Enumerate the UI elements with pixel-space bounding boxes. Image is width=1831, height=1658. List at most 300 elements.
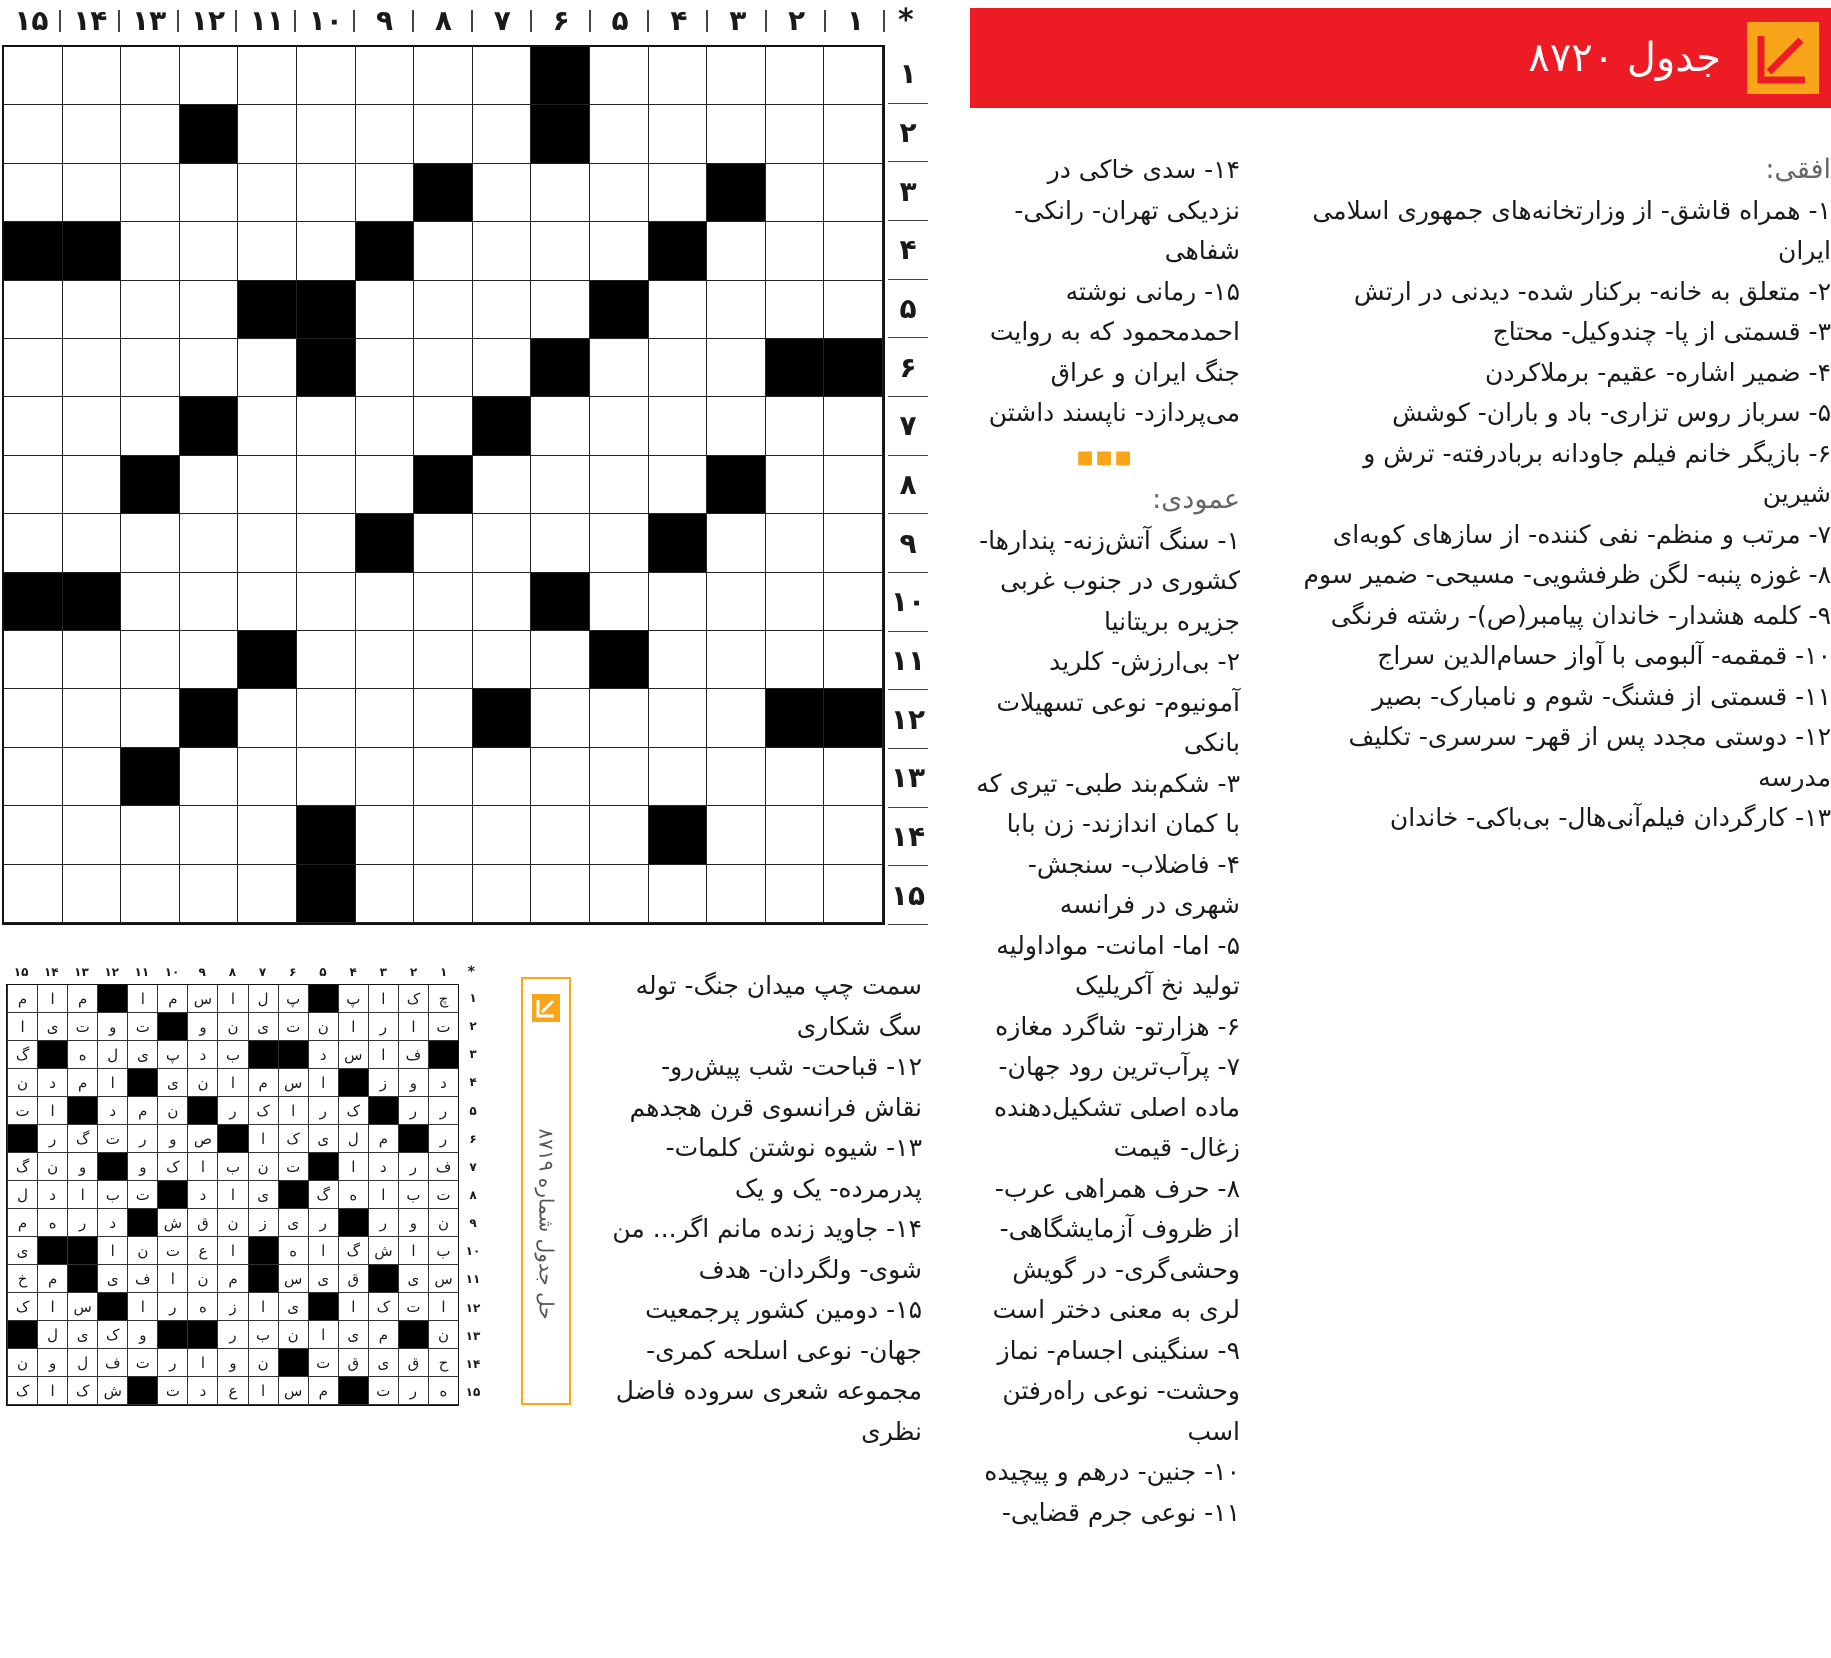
column-number: ۱۵: [2, 0, 61, 42]
crossword-cell[interactable]: [531, 456, 590, 514]
row-number: ۸: [888, 456, 928, 515]
solution-letter: ر: [308, 1209, 338, 1237]
crossword-cell[interactable]: [180, 631, 239, 689]
crossword-cell[interactable]: [707, 573, 766, 631]
crossword-cell[interactable]: [473, 105, 532, 163]
crossword-cell[interactable]: [297, 573, 356, 631]
solution-letter: ی: [67, 1321, 97, 1349]
solution-grid-row-header: [461, 984, 485, 1406]
solution-black-cell: [278, 1181, 308, 1209]
solution-letter: د: [37, 1069, 67, 1097]
black-cell: [238, 631, 297, 689]
solution-black-cell: [248, 1237, 278, 1265]
solution-black-cell: [67, 1237, 97, 1265]
crossword-cell[interactable]: [121, 105, 180, 163]
crossword-cell[interactable]: [649, 631, 708, 689]
black-cell: [824, 689, 883, 747]
solution-letter: ن: [308, 1013, 338, 1041]
crossword-cell[interactable]: [649, 339, 708, 397]
solution-letter: س: [187, 985, 217, 1013]
crossword-cell[interactable]: [238, 105, 297, 163]
crossword-cell[interactable]: [766, 456, 825, 514]
crossword-cell[interactable]: [649, 281, 708, 339]
crossword-cell[interactable]: [824, 748, 883, 806]
crossword-cell[interactable]: [707, 865, 766, 923]
crossword-cell[interactable]: [473, 631, 532, 689]
crossword-cell[interactable]: [238, 456, 297, 514]
crossword-cell[interactable]: [766, 105, 825, 163]
black-cell: [531, 47, 590, 105]
solution-letter: ت: [7, 1097, 37, 1125]
crossword-cell[interactable]: [414, 339, 473, 397]
crossword-cell[interactable]: [4, 865, 63, 923]
crossword-cell[interactable]: [4, 748, 63, 806]
crossword-cell[interactable]: [414, 865, 473, 923]
solution-black-cell: [308, 1293, 338, 1321]
crossword-cell[interactable]: [121, 397, 180, 455]
solution-letter: ت: [278, 1013, 308, 1041]
crossword-cell[interactable]: [707, 222, 766, 280]
black-cell: [180, 397, 239, 455]
crossword-cell[interactable]: [63, 47, 122, 105]
crossword-cell[interactable]: [824, 164, 883, 222]
solution-letter: ا: [368, 985, 398, 1013]
black-cell: [649, 514, 708, 572]
crossword-cell[interactable]: [649, 47, 708, 105]
crossword-cell[interactable]: [590, 164, 649, 222]
crossword-cell[interactable]: [824, 865, 883, 923]
solution-black-cell: [157, 1321, 187, 1349]
crossword-cell[interactable]: [180, 164, 239, 222]
solution-column-number: ۶: [289, 965, 297, 979]
crossword-cell[interactable]: [531, 806, 590, 864]
crossword-cell[interactable]: [531, 281, 590, 339]
crossword-cell[interactable]: [824, 456, 883, 514]
crossword-cell[interactable]: [121, 689, 180, 747]
column-number: ۴: [649, 0, 708, 42]
crossword-cell[interactable]: [297, 689, 356, 747]
solution-letter: پ: [157, 1041, 187, 1069]
solution-letter: د: [187, 1377, 217, 1405]
solution-letter: ی: [398, 1265, 428, 1293]
crossword-cell[interactable]: [63, 164, 122, 222]
crossword-cell[interactable]: [238, 748, 297, 806]
crossword-cell[interactable]: [297, 222, 356, 280]
crossword-cell[interactable]: [531, 222, 590, 280]
solution-letter: ک: [97, 1321, 127, 1349]
crossword-cell[interactable]: [649, 164, 708, 222]
crossword-cell[interactable]: [473, 164, 532, 222]
crossword-cell[interactable]: [590, 397, 649, 455]
black-cell: [121, 456, 180, 514]
crossword-cell[interactable]: [590, 806, 649, 864]
crossword-cell[interactable]: [121, 631, 180, 689]
crossword-cell[interactable]: [824, 47, 883, 105]
crossword-cell[interactable]: [121, 47, 180, 105]
solution-letter: ت: [97, 1125, 127, 1153]
crossword-cell[interactable]: [590, 47, 649, 105]
black-cell: [297, 339, 356, 397]
solution-letter: د: [308, 1041, 338, 1069]
crossword-cell[interactable]: [649, 573, 708, 631]
solution-column-number: ۵: [319, 965, 327, 979]
crossword-cell[interactable]: [414, 105, 473, 163]
solution-letter: چ: [428, 985, 458, 1013]
black-cell: [4, 222, 63, 280]
crossword-cell[interactable]: [121, 573, 180, 631]
crossword-cell[interactable]: [824, 397, 883, 455]
crossword-cell[interactable]: [414, 748, 473, 806]
crossword-cell[interactable]: [649, 865, 708, 923]
crossword-cell[interactable]: [4, 397, 63, 455]
clue-text: ۳- شکم‌بند طبی- تیری که با کمان اندازند- زن بابا: [976, 768, 1240, 838]
solution-letter: ر: [398, 1097, 428, 1125]
crossword-cell[interactable]: [824, 222, 883, 280]
solution-letter: ق: [338, 1265, 368, 1293]
solution-letter: ک: [368, 1293, 398, 1321]
crossword-cell[interactable]: [414, 397, 473, 455]
crossword-cell[interactable]: [766, 514, 825, 572]
row-number: ۱۳: [888, 749, 928, 808]
crossword-cell[interactable]: [63, 689, 122, 747]
solution-letter: ص: [187, 1125, 217, 1153]
crossword-cell[interactable]: [649, 397, 708, 455]
crossword-cell[interactable]: [707, 806, 766, 864]
crossword-cell[interactable]: [766, 47, 825, 105]
row-number: ۱: [888, 45, 928, 104]
crossword-cell[interactable]: [238, 865, 297, 923]
crossword-cell[interactable]: [414, 281, 473, 339]
solution-letter: ر: [368, 1209, 398, 1237]
crossword-cell[interactable]: [121, 806, 180, 864]
crossword-cell[interactable]: [824, 105, 883, 163]
crossword-cell[interactable]: [473, 573, 532, 631]
solution-letter: ن: [428, 1321, 458, 1349]
solution-row-number: ۹: [469, 1216, 477, 1231]
solution-row-number: ۸: [469, 1188, 477, 1203]
crossword-cell[interactable]: [414, 47, 473, 105]
solution-letter: ه: [338, 1181, 368, 1209]
crossword-cell[interactable]: [4, 689, 63, 747]
crossword-cell[interactable]: [4, 631, 63, 689]
solution-letter: ا: [217, 1069, 247, 1097]
crossword-cell[interactable]: [180, 456, 239, 514]
crossword-cell[interactable]: [180, 281, 239, 339]
solution-letter: ا: [37, 1097, 67, 1125]
black-cell: [356, 222, 415, 280]
crossword-cell[interactable]: [4, 456, 63, 514]
crossword-cell[interactable]: [63, 631, 122, 689]
crossword-cell[interactable]: [766, 397, 825, 455]
crossword-cell[interactable]: [590, 514, 649, 572]
crossword-cell[interactable]: [356, 397, 415, 455]
crossword-cell[interactable]: [531, 689, 590, 747]
crossword-cell[interactable]: [180, 222, 239, 280]
crossword-cell[interactable]: [297, 105, 356, 163]
crossword-cell[interactable]: [121, 865, 180, 923]
solution-letter: ت: [308, 1349, 338, 1377]
crossword-cell[interactable]: [180, 748, 239, 806]
crossword-cell[interactable]: [4, 806, 63, 864]
solution-letter: ک: [7, 1377, 37, 1405]
crossword-cell[interactable]: [590, 339, 649, 397]
solution-letter: و: [398, 1069, 428, 1097]
crossword-cell[interactable]: [63, 865, 122, 923]
clue-text: ۵- سرباز روس تزاری- باد و باران- کوشش: [1392, 398, 1831, 427]
solution-letter: ا: [67, 1181, 97, 1209]
crossword-cell[interactable]: [824, 573, 883, 631]
crossword-cell[interactable]: [649, 105, 708, 163]
solution-black-cell: [97, 1153, 127, 1181]
solution-letter: ر: [127, 1125, 157, 1153]
crossword-cell[interactable]: [414, 514, 473, 572]
column-number: ۱۴: [61, 0, 120, 42]
crossword-cell[interactable]: [473, 865, 532, 923]
solution-letter: ت: [127, 1181, 157, 1209]
crossword-cell[interactable]: [766, 806, 825, 864]
crossword-cell[interactable]: [590, 865, 649, 923]
crossword-cell[interactable]: [180, 806, 239, 864]
crossword-cell[interactable]: [531, 748, 590, 806]
crossword-cell[interactable]: [473, 222, 532, 280]
solution-row-number: ۷: [469, 1159, 477, 1174]
solution-letter: ش: [368, 1237, 398, 1265]
solution-column-number: ۸: [228, 965, 237, 979]
solution-black-cell: [127, 1069, 157, 1097]
crossword-cell[interactable]: [766, 748, 825, 806]
crossword-cell[interactable]: [707, 514, 766, 572]
crossword-cell[interactable]: [63, 514, 122, 572]
crossword-cell[interactable]: [356, 339, 415, 397]
crossword-cell[interactable]: [414, 806, 473, 864]
solution-row-number: ۴: [469, 1075, 477, 1090]
solution-column-number: ۳: [379, 965, 387, 979]
asterisk-symbol: *: [898, 3, 914, 38]
clue-text: ۳- قسمتی از پا- چندوکیل- محتاج: [1492, 317, 1831, 346]
crossword-cell[interactable]: [121, 339, 180, 397]
crossword-cell[interactable]: [531, 865, 590, 923]
crossword-cell[interactable]: [766, 222, 825, 280]
solution-letter: س: [428, 1265, 458, 1293]
crossword-cell[interactable]: [238, 806, 297, 864]
crossword-cell[interactable]: [473, 806, 532, 864]
crossword-cell[interactable]: [473, 281, 532, 339]
crossword-cell[interactable]: [356, 748, 415, 806]
crossword-cell[interactable]: [297, 47, 356, 105]
solution-row-number: ۱: [469, 991, 477, 1006]
crossword-cell[interactable]: [180, 47, 239, 105]
crossword-cell[interactable]: [121, 514, 180, 572]
crossword-cell[interactable]: [297, 631, 356, 689]
crossword-cell[interactable]: [707, 47, 766, 105]
main-crossword: [2, 45, 885, 925]
crossword-cell[interactable]: [590, 456, 649, 514]
crossword-cell[interactable]: [63, 281, 122, 339]
crossword-cell[interactable]: [63, 748, 122, 806]
crossword-cell[interactable]: [649, 456, 708, 514]
crossword-cell[interactable]: [4, 164, 63, 222]
black-cell: [707, 456, 766, 514]
crossword-cell[interactable]: [766, 631, 825, 689]
crossword-cell[interactable]: [356, 456, 415, 514]
across-clue-list-continued: [970, 150, 1240, 434]
crossword-cell[interactable]: [414, 222, 473, 280]
crossword-cell[interactable]: [297, 748, 356, 806]
crossword-cell[interactable]: [180, 339, 239, 397]
solution-letter: ا: [308, 1321, 338, 1349]
crossword-cell[interactable]: [356, 806, 415, 864]
crossword-cell[interactable]: [356, 689, 415, 747]
crossword-cell[interactable]: [63, 456, 122, 514]
crossword-cell[interactable]: [121, 222, 180, 280]
crossword-cell[interactable]: [180, 865, 239, 923]
solution-letter: س: [67, 1293, 97, 1321]
black-cell: [473, 689, 532, 747]
crossword-cell[interactable]: [414, 573, 473, 631]
crossword-cell[interactable]: [590, 748, 649, 806]
row-number: ۱۴: [888, 808, 928, 867]
crossword-cell[interactable]: [356, 105, 415, 163]
crossword-cell[interactable]: [297, 164, 356, 222]
crossword-cell[interactable]: [824, 806, 883, 864]
crossword-cell[interactable]: [531, 631, 590, 689]
row-number: ۱۲: [888, 690, 928, 749]
crossword-cell[interactable]: [238, 222, 297, 280]
crossword-cell[interactable]: [238, 47, 297, 105]
solution-letter: پ: [338, 985, 368, 1013]
crossword-cell[interactable]: [590, 222, 649, 280]
crossword-cell[interactable]: [121, 164, 180, 222]
solution-letter: ن: [157, 1097, 187, 1125]
crossword-cell[interactable]: [473, 456, 532, 514]
crossword-cell[interactable]: [707, 748, 766, 806]
across-clues: [1298, 150, 1831, 839]
black-cell: [297, 806, 356, 864]
crossword-cell[interactable]: [649, 748, 708, 806]
crossword-cell[interactable]: [63, 397, 122, 455]
solution-letter: ت: [428, 1013, 458, 1041]
crossword-cell[interactable]: [238, 397, 297, 455]
crossword-cell[interactable]: [707, 105, 766, 163]
crossword-cell[interactable]: [414, 631, 473, 689]
solution-letter: م: [127, 1097, 157, 1125]
crossword-cell[interactable]: [766, 281, 825, 339]
clue-text: ۷- مرتب و منظم- نفی کننده- از سازهای کوبه‌ای: [1332, 519, 1831, 549]
crossword-cell[interactable]: [297, 514, 356, 572]
crossword-cell[interactable]: [824, 281, 883, 339]
row-number: ۹: [888, 514, 928, 573]
solution-letter: گ: [338, 1237, 368, 1265]
crossword-cell[interactable]: [4, 105, 63, 163]
crossword-cell[interactable]: [766, 573, 825, 631]
crossword-cell[interactable]: [180, 514, 239, 572]
crossword-cell[interactable]: [356, 573, 415, 631]
solution-letter: ر: [217, 1321, 247, 1349]
solution-letter: ی: [157, 1069, 187, 1097]
solution-letter: ن: [37, 1153, 67, 1181]
crossword-cell[interactable]: [297, 397, 356, 455]
black-cell: [531, 339, 590, 397]
crossword-cell[interactable]: [4, 47, 63, 105]
solution-letter: د: [368, 1153, 398, 1181]
solution-letter: ک: [278, 1125, 308, 1153]
crossword-cell[interactable]: [590, 105, 649, 163]
crossword-cell[interactable]: [414, 689, 473, 747]
crossword-cell[interactable]: [4, 514, 63, 572]
crossword-cell[interactable]: [766, 865, 825, 923]
solution-letter: ن: [187, 1265, 217, 1293]
crossword-cell[interactable]: [590, 573, 649, 631]
crossword-cell[interactable]: [473, 748, 532, 806]
solution-letter: م: [7, 985, 37, 1013]
crossword-cell[interactable]: [63, 105, 122, 163]
solution-letter: م: [67, 985, 97, 1013]
crossword-cell[interactable]: [824, 631, 883, 689]
crossword-cell[interactable]: [297, 456, 356, 514]
solution-letter: ا: [217, 985, 247, 1013]
crossword-cell[interactable]: [63, 339, 122, 397]
crossword-cell[interactable]: [531, 514, 590, 572]
crossword-cell[interactable]: [356, 865, 415, 923]
solution-black-cell: [338, 1209, 368, 1237]
crossword-cell[interactable]: [531, 164, 590, 222]
crossword-cell[interactable]: [180, 573, 239, 631]
crossword-cell[interactable]: [238, 689, 297, 747]
solution-black-cell: [278, 1041, 308, 1069]
crossword-cell[interactable]: [238, 339, 297, 397]
solution-letter: ا: [248, 1293, 278, 1321]
crossword-cell[interactable]: [63, 806, 122, 864]
crossword-cell[interactable]: [707, 397, 766, 455]
crossword-cell[interactable]: [473, 47, 532, 105]
crossword-cell[interactable]: [531, 397, 590, 455]
crossword-cell[interactable]: [356, 631, 415, 689]
crossword-cell[interactable]: [707, 281, 766, 339]
crossword-cell[interactable]: [4, 281, 63, 339]
crossword-cell[interactable]: [707, 339, 766, 397]
main-crossword-grid: [2, 45, 885, 925]
column-number: ۱: [826, 0, 885, 42]
crossword-cell[interactable]: [766, 164, 825, 222]
crossword-cell[interactable]: [473, 339, 532, 397]
crossword-cell[interactable]: [356, 164, 415, 222]
crossword-cell[interactable]: [238, 164, 297, 222]
crossword-cell[interactable]: [238, 514, 297, 572]
solution-letter: ت: [157, 1237, 187, 1265]
black-cell: [590, 631, 649, 689]
crossword-cell[interactable]: [238, 573, 297, 631]
solution-letter: د: [187, 1041, 217, 1069]
crossword-cell[interactable]: [824, 514, 883, 572]
crossword-cell[interactable]: [707, 631, 766, 689]
solution-letter: ف: [428, 1153, 458, 1181]
solution-letter: ز: [368, 1069, 398, 1097]
crossword-cell[interactable]: [121, 281, 180, 339]
crossword-cell[interactable]: [707, 689, 766, 747]
solution-letter: ا: [187, 1153, 217, 1181]
crossword-cell[interactable]: [4, 339, 63, 397]
crossword-cell[interactable]: [356, 47, 415, 105]
solution-black-cell: [217, 1125, 247, 1153]
solution-letter: ا: [398, 1013, 428, 1041]
crossword-cell[interactable]: [649, 689, 708, 747]
crossword-cell[interactable]: [473, 514, 532, 572]
clue-text: ۱۲- دوستی مجدد پس از قهر- سرسری- تکلیف مدرسه: [1348, 722, 1831, 792]
crossword-cell[interactable]: [356, 281, 415, 339]
crossword-cell[interactable]: [590, 689, 649, 747]
clue-text: ۱۲- قباحت- شب پیش‌رو- نقاش فرانسوی قرن هجدهم: [629, 1052, 922, 1122]
solution-letter: م: [248, 1069, 278, 1097]
